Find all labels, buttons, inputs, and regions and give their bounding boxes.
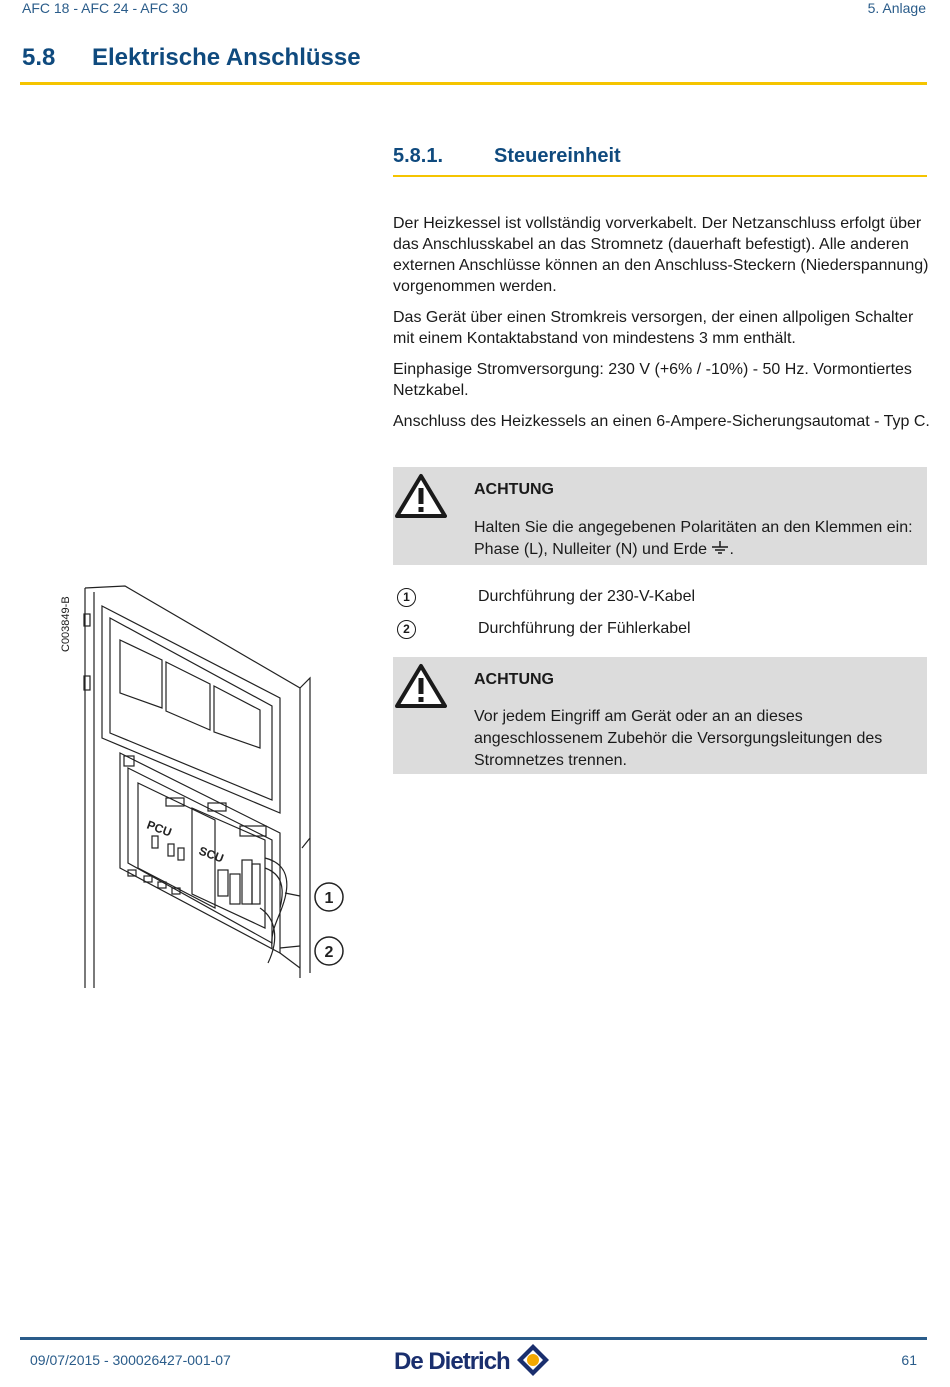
earth-ground-icon bbox=[711, 541, 729, 555]
brand-name: De Dietrich bbox=[394, 1348, 510, 1375]
section-number: 5.8 bbox=[22, 44, 56, 71]
legend-number: 2 bbox=[397, 620, 416, 639]
legend-text: Durchführung der 230-V-Kabel bbox=[478, 588, 696, 605]
paragraph: Das Gerät über einen Stromkreis versorgen, der einen allpoligen Schalter mit einem Kontaktabstand von mindestens 3 mm enthält. bbox=[393, 309, 914, 347]
warning-text: Halten Sie die angegebenen Polaritäten an den Klemmen ein: Phase (L), Nulleiter (N) und Erde . bbox=[474, 519, 913, 558]
warning-text: Vor jedem Eingriff am Gerät oder an an dieses angeschlossenem Zubehör die Versorgungsleitungen des Stromnetzes trennen. bbox=[474, 708, 883, 769]
callout-1: 1 bbox=[324, 890, 334, 907]
legend-text: Durchführung der Fühlerkabel bbox=[478, 620, 691, 637]
section-underline bbox=[20, 82, 927, 85]
legend-number: 1 bbox=[397, 588, 416, 607]
paragraph: Anschluss des Heizkessels an einen 6-Ampere-Sicherungsautomat - Typ C. bbox=[393, 413, 930, 430]
footer-line bbox=[20, 1337, 927, 1340]
figure-code: C003849-B bbox=[60, 596, 72, 652]
section-heading bbox=[22, 44, 361, 72]
scu-label: SCU bbox=[196, 843, 226, 866]
warning-triangle-icon bbox=[395, 473, 447, 519]
paragraph: Einphasige Stromversorgung: 230 V (+6% / -10%) - 50 Hz. Vormontiertes Netzkabel. bbox=[393, 361, 912, 399]
legend-item bbox=[397, 588, 696, 607]
page-number: 61 bbox=[901, 1352, 917, 1368]
legend-item bbox=[397, 620, 691, 639]
header-document-title: AFC 18 - AFC 24 - AFC 30 bbox=[22, 0, 188, 16]
warning-title: ACHTUNG bbox=[474, 671, 554, 688]
brand-diamond-icon bbox=[516, 1343, 550, 1377]
header-chapter: 5. Anlage bbox=[867, 0, 926, 16]
footer-date-docnumber: 09/07/2015 - 300026427-001-07 bbox=[30, 1352, 231, 1368]
warning-box bbox=[393, 657, 927, 774]
warning-title: ACHTUNG bbox=[474, 481, 554, 498]
subsection-underline bbox=[393, 175, 927, 177]
subsection-title: Steuereinheit bbox=[494, 145, 621, 167]
subsection-number: 5.8.1. bbox=[393, 145, 444, 167]
warning-triangle-icon bbox=[395, 663, 447, 709]
paragraph: Der Heizkessel ist vollständig vorverkabelt. Der Netzanschluss erfolgt über das Anschlusskabel an das Stromnetz (dauerhaft befestigt). Alle anderen externen Anschlüsse können an den Anschluss-Steckern (Niederspannung) vorgenommen werden. bbox=[393, 215, 929, 295]
control-unit-illustration bbox=[80, 578, 380, 988]
brand-logo bbox=[394, 1343, 550, 1377]
warning-box bbox=[393, 467, 927, 565]
section-title: Elektrische Anschlüsse bbox=[92, 44, 361, 71]
pcu-label: PCU bbox=[144, 817, 174, 840]
subsection-heading bbox=[393, 145, 621, 168]
callout-2: 2 bbox=[324, 944, 334, 961]
body-text bbox=[393, 213, 933, 442]
